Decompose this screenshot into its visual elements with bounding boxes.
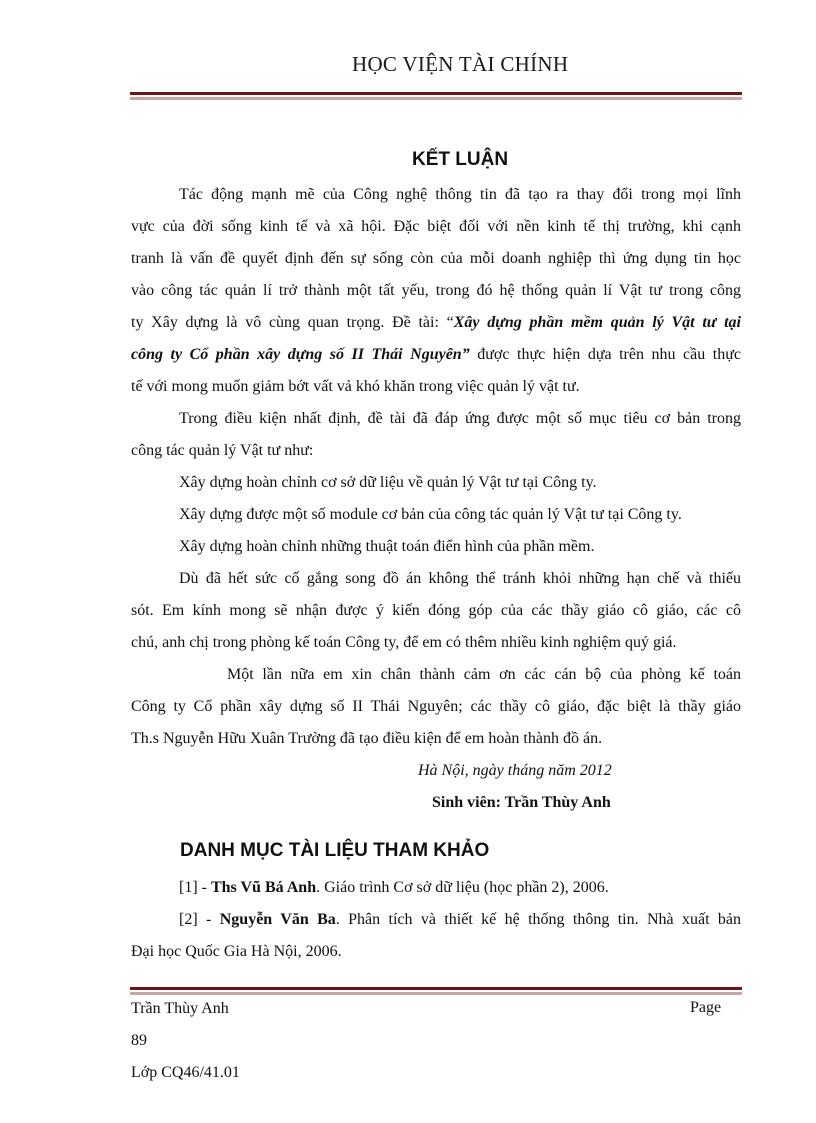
reference-text: . Giáo trình Cơ sở dữ liệu (học phần 2), 2006. — [316, 879, 609, 896]
header-title: HỌC VIỆN TÀI CHÍNH — [352, 52, 569, 76]
paragraph-line: Một lần nữa em xin chân thành cảm ơn các cán bộ của phòng kế toán — [227, 666, 741, 683]
reference-item — [179, 910, 741, 930]
footer-class: Lớp CQ46/41.01 — [131, 1064, 240, 1081]
reference-author: Ths Vũ Bá Anh — [210, 879, 317, 896]
reference-continuation: Đại học Quốc Gia Hà Nội, 2006. — [131, 943, 342, 960]
reference-item — [179, 878, 741, 898]
paragraph-line: Công ty Cổ phần xây dựng số II Thái Nguyên; các thầy cô giáo, đặc biệt là thầy giáo — [131, 698, 741, 715]
paragraph-line — [131, 313, 741, 333]
reference-number: [1] - — [179, 879, 211, 896]
footer-rule — [130, 987, 742, 995]
footer-page-label: Page — [690, 999, 722, 1016]
list-item: Xây dựng hoàn chỉnh những thuật toán điển hình của phần mềm. — [179, 538, 595, 555]
paragraph-line: vực của đời sống kinh tế và xã hội. Đặc biệt đối với nền kinh tế thị trường, khi cạnh — [131, 218, 741, 235]
paragraph-line: tranh là vấn đề quyết định đến sự sống còn của mỗi doanh nghiệp thì ứng dụng tin học — [131, 250, 741, 267]
reference-number: [2] - — [179, 911, 220, 928]
line-text: ty Xây dựng là vô cùng quan trọng. Đề tài: “ — [131, 314, 454, 331]
header-rule — [130, 92, 742, 100]
paragraph-line: Dù đã hết sức cố gắng song đồ án không thể tránh khỏi những hạn chế và thiếu — [179, 570, 741, 587]
list-item: Xây dựng hoàn chỉnh cơ sở dữ liệu về quản lý Vật tư tại Công ty. — [179, 474, 597, 491]
paragraph-line: Tác động mạnh mẽ của Công nghệ thông tin đã tạo ra thay đổi trong mọi lĩnh — [179, 186, 741, 203]
paragraph-line: chú, anh chị trong phòng kế toán Công ty, để em có thêm nhiều kinh nghiệm quý giá. — [131, 634, 677, 651]
conclusion-title: KẾT LUẬN — [412, 149, 509, 170]
paragraph-line: công tác quản lý Vật tư như: — [131, 442, 314, 459]
line-text: được thực hiện dựa trên nhu cầu thực — [469, 346, 741, 363]
date-line: Hà Nội, ngày tháng năm 2012 — [418, 762, 612, 779]
footer-author: Trần Thùy Anh — [131, 1000, 229, 1017]
paragraph-line: Trong điều kiện nhất định, đề tài đã đáp ứng được một số mục tiêu cơ bản trong — [179, 410, 741, 427]
paragraph-line: vào công tác quản lí trở thành một tất yếu, trong đó hệ thống quản lí Vật tư trong công — [131, 282, 741, 299]
thesis-title-part: Xây dựng phần mềm quản lý Vật tư tại — [453, 314, 741, 331]
paragraph-line — [131, 345, 741, 365]
reference-author: Nguyễn Văn Ba — [219, 911, 336, 928]
paragraph-line: Th.s Nguyễn Hữu Xuân Trường đã tạo điều kiện để em hoàn thành đồ án. — [131, 730, 603, 747]
references-title: DANH MỤC TÀI LIỆU THAM KHẢO — [180, 840, 490, 861]
list-item: Xây dựng được một số module cơ bản của công tác quản lý Vật tư tại Công ty. — [179, 506, 682, 523]
footer-page-number: 89 — [131, 1032, 147, 1049]
thesis-title-part: công ty Cổ phần xây dựng số II Thái Nguyên” — [131, 346, 470, 363]
paragraph-line: sót. Em kính mong sẽ nhận được ý kiến đóng góp của các thầy giáo cô giáo, các cô — [131, 602, 741, 619]
reference-text: . Phân tích và thiết kế hệ thống thông tin. Nhà xuất bản — [335, 911, 742, 928]
paragraph-line: tế với mong muốn giảm bớt vất vả khó khăn trong việc quản lý vật tư. — [131, 378, 580, 395]
signature-line: Sinh viên: Trần Thùy Anh — [432, 794, 611, 811]
